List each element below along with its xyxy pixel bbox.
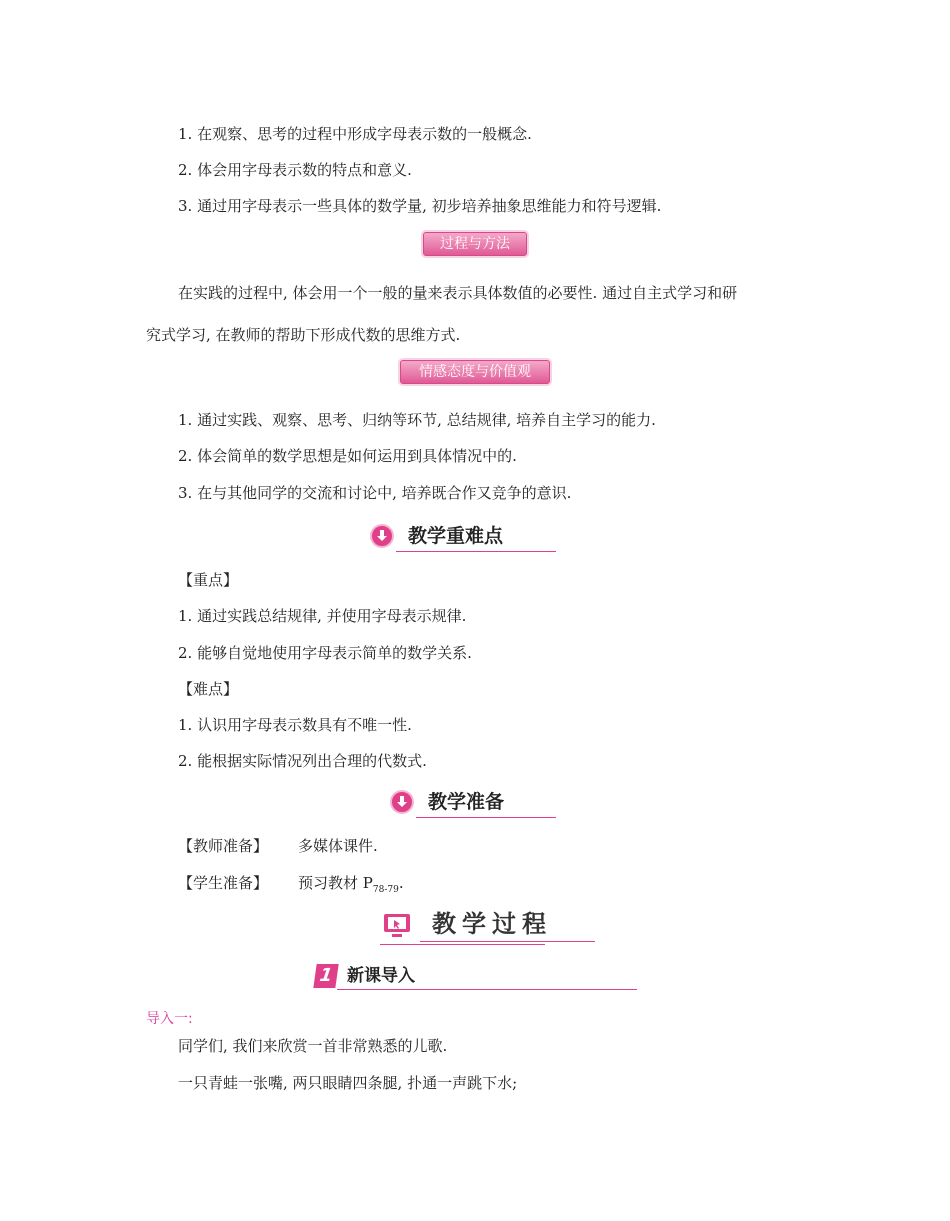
key-points-underline [396,551,556,552]
attitude-item-3: 3. 在与其他同学的交流和讨论中, 培养既合作又竞争的意识. [178,484,572,502]
step-underline [337,989,637,990]
step-number-badge: 1 [313,964,338,988]
process-paragraph-line-2: 究式学习, 在教师的帮助下形成代数的思维方式. [146,326,461,344]
download-arrow-icon [390,790,414,814]
focus-item-1: 1. 通过实践总结规律, 并使用字母表示规律. [178,607,467,625]
attitude-values-tag: 情感态度与价值观 [400,360,550,384]
key-points-heading [370,522,560,552]
difficulty-item-2: 2. 能根据实际情况列出合理的代数式. [178,752,427,770]
knowledge-item-1: 1. 在观察、思考的过程中形成字母表示数的一般概念. [178,125,532,143]
teacher-prep-label: 【教师准备】 [178,837,269,855]
student-prep-value [298,873,404,900]
student-prep-pages: 78-79 [372,885,399,895]
student-prep-prefix: 预习教材 P [298,874,373,892]
attitude-item-2: 2. 体会简单的数学思想是如何运用到具体情况中的. [178,447,517,465]
prep-heading [390,788,560,818]
prep-title: 教学准备 [428,791,505,813]
prep-underline [416,817,556,818]
teaching-process-underline-2 [380,944,545,945]
step-title: 新课导入 [347,966,415,986]
intro-line-1: 同学们, 我们来欣赏一首非常熟悉的儿歌. [178,1037,448,1055]
download-arrow-icon [370,524,394,548]
key-points-title: 教学重难点 [408,525,504,547]
teaching-process-underline [420,941,595,942]
intro-label: 导入一: [146,1011,193,1027]
difficulty-item-1: 1. 认识用字母表示数具有不唯一性. [178,716,412,734]
attitude-item-1: 1. 通过实践、观察、思考、归纳等环节, 总结规律, 培养自主学习的能力. [178,411,656,429]
intro-line-2: 一只青蛙一张嘴, 两只眼睛四条腿, 扑通一声跳下水; [178,1074,518,1092]
process-paragraph-line-1: 在实践的过程中, 体会用一个一般的量来表示具体数值的必要性. 通过自主式学习和研 [178,284,738,302]
teaching-process-title: 教学过程 [432,909,552,938]
monitor-icon [382,912,414,940]
knowledge-item-3: 3. 通过用字母表示一些具体的数学量, 初步培养抽象思维能力和符号逻辑. [178,197,662,215]
knowledge-item-2: 2. 体会用字母表示数的特点和意义. [178,161,412,179]
teaching-process-heading [380,908,595,946]
process-method-tag: 过程与方法 [423,232,527,256]
teacher-prep-value: 多媒体课件. [298,837,378,855]
focus-item-2: 2. 能够自觉地使用字母表示简单的数学关系. [178,644,472,662]
focus-label: 【重点】 [178,571,239,589]
difficulty-label: 【难点】 [178,680,239,698]
student-prep-suffix: . [398,874,404,892]
student-prep-label: 【学生准备】 [178,874,269,892]
step-heading [315,962,637,992]
